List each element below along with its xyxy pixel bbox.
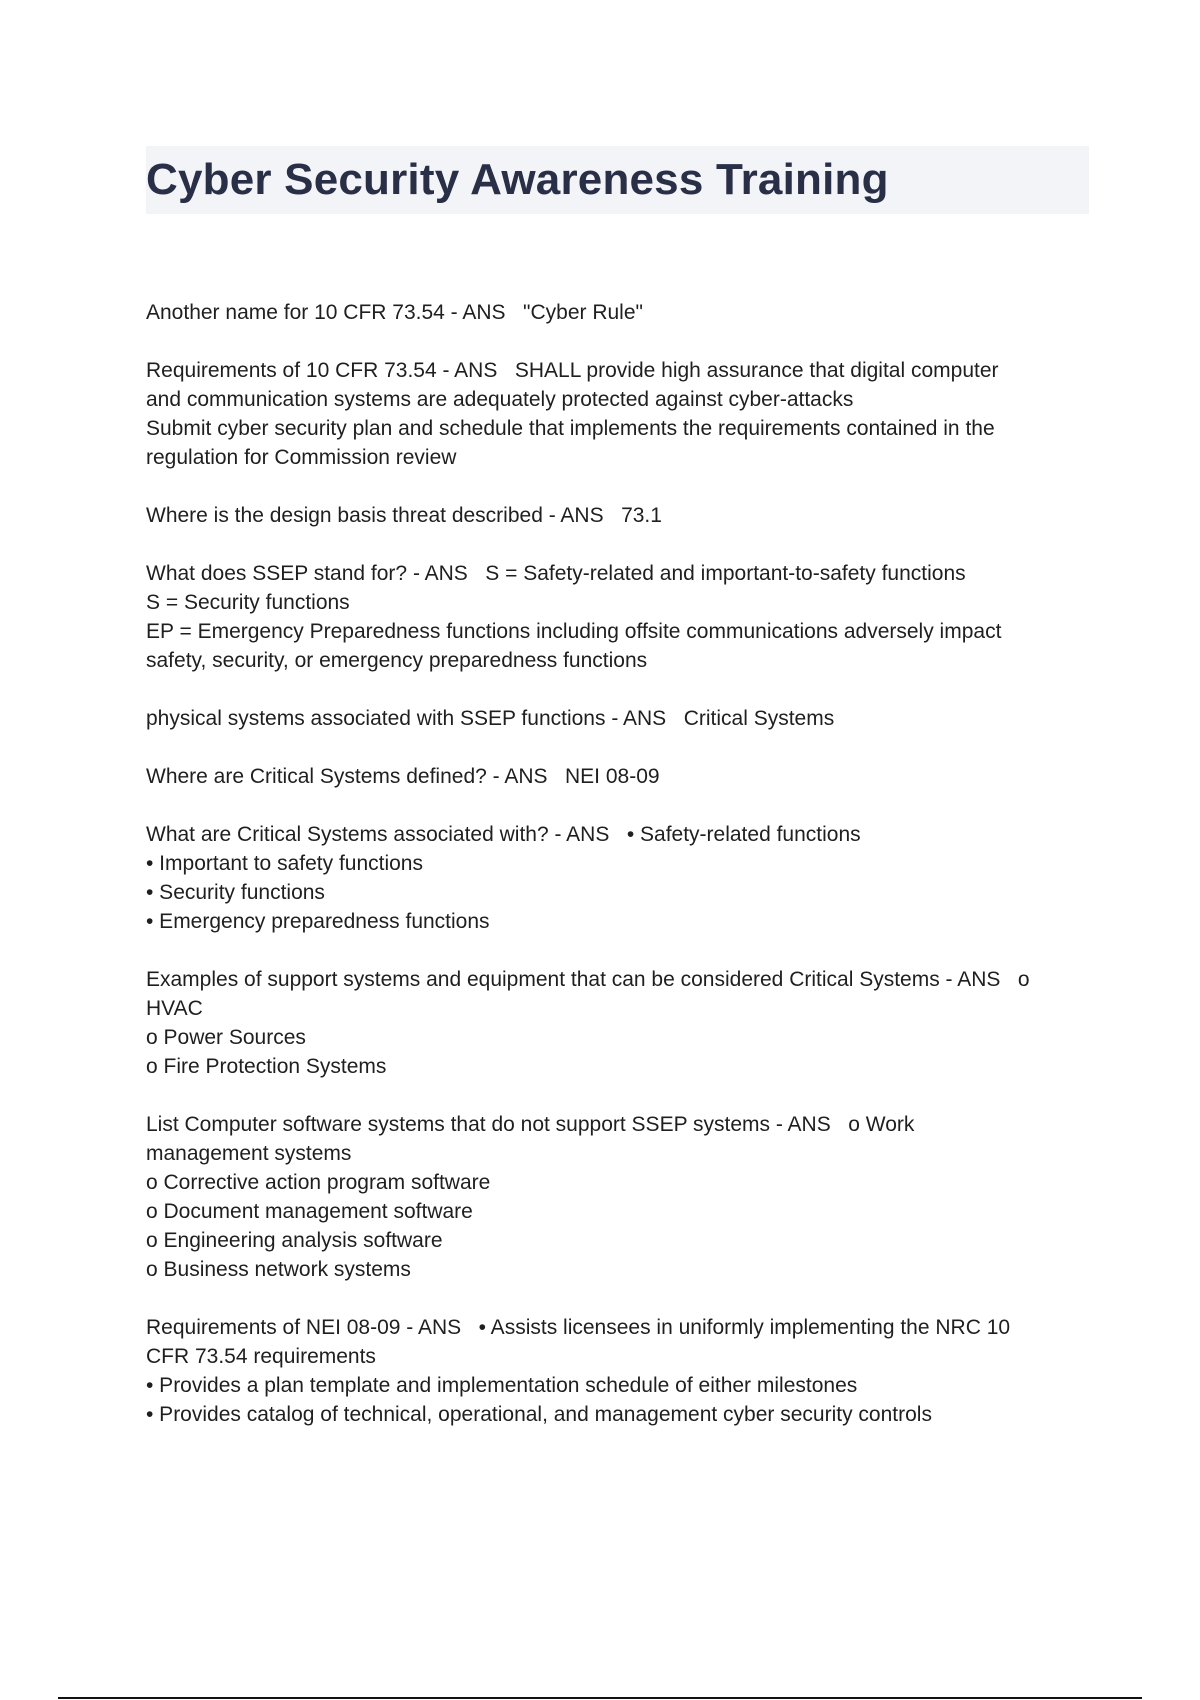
answer-separator: - ANS: [548, 823, 627, 846]
answer-line: o Document management software: [146, 1200, 473, 1223]
qa-first-line: [146, 356, 1086, 385]
qa-entry: [146, 1313, 1086, 1429]
answer-text: Critical Systems: [683, 707, 835, 730]
question-text: List Computer software systems that do not support SSEP systems: [146, 1113, 771, 1136]
question-text: What does SSEP stand for?: [146, 562, 408, 585]
answer-line: • Important to safety functions: [146, 852, 423, 875]
question-text: Where are Critical Systems defined?: [146, 765, 487, 788]
question-text: What are Critical Systems associated with?: [146, 823, 549, 846]
answer-separator: - ANS: [486, 765, 565, 788]
answer-line: o Corrective action program software: [146, 1171, 491, 1194]
answer-separator: - ANS: [939, 968, 1018, 991]
qa-entry: [146, 1110, 1086, 1284]
question-text: Requirements of 10 CFR 73.54: [146, 359, 437, 382]
answer-line: safety, security, or emergency preparedness functions: [146, 649, 648, 672]
qa-entry: [146, 704, 1086, 733]
question-text: Another name for 10 CFR 73.54: [146, 301, 445, 324]
answer-line: and communication systems are adequately protected against cyber-attacks: [146, 388, 854, 411]
qa-entry: [146, 762, 1086, 791]
question-text: Examples of support systems and equipment that can be considered Critical Systems: [146, 968, 940, 991]
answer-text: • Safety-related functions: [626, 823, 861, 846]
footer-divider: [58, 1697, 1142, 1699]
answer-separator: - ANS: [400, 1316, 479, 1339]
question-text: Requirements of NEI 08-09: [146, 1316, 401, 1339]
qa-first-line: [146, 559, 1086, 588]
answer-line: HVAC: [146, 997, 203, 1020]
qa-first-line: [146, 965, 1086, 994]
qa-first-line: [146, 762, 1086, 791]
answer-line: o Business network systems: [146, 1258, 411, 1281]
qa-first-line: [146, 501, 1086, 530]
answer-separator: - ANS: [605, 707, 684, 730]
qa-entry: [146, 820, 1086, 936]
question-text: physical systems associated with SSEP functions: [146, 707, 606, 730]
answer-line: S = Security functions: [146, 591, 350, 614]
qa-first-line: [146, 820, 1086, 849]
qa-first-line: [146, 298, 1086, 327]
answer-line: management systems: [146, 1142, 352, 1165]
answer-text: S = Safety-related and important-to-safety functions: [485, 562, 966, 585]
answer-line: • Provides a plan template and implementation schedule of either milestones: [146, 1374, 858, 1397]
page-title: Cyber Security Awareness Training: [146, 155, 889, 204]
answer-line: CFR 73.54 requirements: [146, 1345, 376, 1368]
answer-text: NEI 08-09: [565, 765, 660, 788]
answer-line: Submit cyber security plan and schedule that implements the requirements contained in the: [146, 417, 995, 440]
answer-separator: - ANS: [407, 562, 486, 585]
answer-text: o Work: [848, 1113, 915, 1136]
answer-text: SHALL provide high assurance that digital computer: [514, 359, 999, 382]
answer-text: o: [1017, 968, 1030, 991]
question-text: Where is the design basis threat described: [146, 504, 543, 527]
qa-entry: [146, 559, 1086, 675]
answer-text: "Cyber Rule": [523, 301, 643, 324]
answer-line: • Security functions: [146, 881, 325, 904]
qa-entry: [146, 965, 1086, 1081]
answer-line: regulation for Commission review: [146, 446, 457, 469]
answer-line: • Emergency preparedness functions: [146, 910, 490, 933]
answer-line: o Power Sources: [146, 1026, 306, 1049]
answer-separator: - ANS: [436, 359, 515, 382]
answer-line: o Fire Protection Systems: [146, 1055, 387, 1078]
qa-first-line: [146, 1110, 1086, 1139]
qa-entry: [146, 501, 1086, 530]
qa-first-line: [146, 704, 1086, 733]
qa-first-line: [146, 1313, 1086, 1342]
answer-line: • Provides catalog of technical, operational, and management cyber security controls: [146, 1403, 932, 1426]
qa-entry: [146, 298, 1086, 327]
qa-list: [146, 298, 1086, 1458]
answer-line: EP = Emergency Preparedness functions including offsite communications adversely impact: [146, 620, 1002, 643]
qa-entry: [146, 356, 1086, 472]
answer-separator: - ANS: [770, 1113, 849, 1136]
answer-text: 73.1: [621, 504, 662, 527]
answer-separator: - ANS: [542, 504, 622, 527]
answer-separator: - ANS: [444, 301, 524, 324]
answer-line: o Engineering analysis software: [146, 1229, 443, 1252]
answer-text: • Assists licensees in uniformly implementing the NRC 10: [478, 1316, 1011, 1339]
